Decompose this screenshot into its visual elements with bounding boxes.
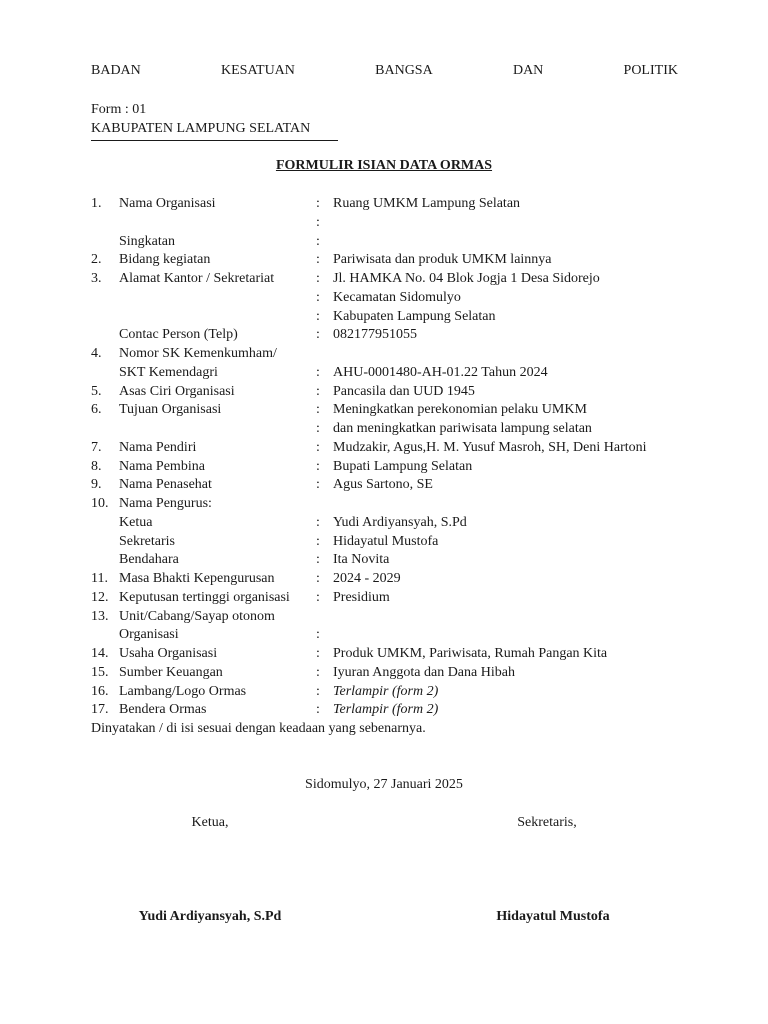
field-colon: :: [316, 552, 320, 568]
place-date: Sidomulyo, 27 Januari 2025: [305, 777, 463, 792]
field-colon: :: [316, 421, 320, 436]
form-field-row: [0, 383, 768, 402]
field-colon: :: [316, 664, 320, 680]
field-colon: :: [316, 308, 320, 324]
field-value: Produk UMKM, Pariwisata, Rumah Pangan Kita: [333, 646, 608, 661]
field-label: Bidang kegiatan: [119, 252, 211, 268]
field-colon: :: [316, 439, 320, 455]
field-value: Ruang UMKM Lampung Selatan: [333, 196, 521, 211]
form-field-row: [0, 495, 768, 514]
form-field-row: [0, 664, 768, 683]
field-value: dan meningkatkan pariwisata lampung selatan: [333, 421, 592, 436]
chair-role: Ketua,: [191, 815, 229, 830]
field-label: Keputusan tertinggi organisasi: [119, 589, 290, 605]
field-number: 13.: [91, 608, 109, 624]
agency-header: [91, 62, 678, 80]
field-colon: :: [316, 271, 320, 286]
field-number: 2.: [91, 252, 102, 268]
field-value: AHU-0001480-AH-01.22 Tahun 2024: [333, 364, 548, 380]
field-value: Iyuran Anggota dan Dana Hibah: [333, 664, 515, 680]
field-label: Lambang/Logo Ormas: [119, 683, 247, 699]
field-label: Nama Pembina: [119, 458, 205, 474]
form-field-row: [0, 589, 768, 608]
field-number: 12.: [91, 589, 109, 605]
field-label: Nama Pendiri: [119, 439, 197, 455]
field-colon: :: [316, 252, 320, 268]
field-label: Unit/Cabang/Sayap otonom: [119, 608, 275, 624]
form-field-row: [0, 326, 768, 345]
form-field-row: [0, 626, 768, 645]
field-label: Organisasi: [119, 627, 179, 643]
field-label: Nomor SK Kemenkumham/: [119, 346, 277, 361]
form-field-row: [0, 551, 768, 570]
field-label: Singkatan: [119, 233, 175, 249]
form-field-row: [0, 345, 768, 364]
field-value: Pariwisata dan produk UMKM lainnya: [333, 252, 552, 268]
field-label: Masa Bhakti Kepengurusan: [119, 571, 275, 586]
field-label: Nama Penasehat: [119, 477, 212, 493]
field-colon: :: [316, 627, 320, 643]
field-colon: :: [316, 383, 320, 399]
header-word-3: BANGSA: [375, 63, 433, 78]
field-colon: :: [316, 477, 320, 493]
field-number: 10.: [91, 496, 109, 511]
field-label: Contac Person (Telp): [119, 327, 238, 343]
region-underline: [91, 140, 338, 141]
field-colon: :: [316, 533, 320, 549]
field-value: Kabupaten Lampung Selatan: [333, 308, 496, 324]
secretary-role: Sekretaris,: [517, 815, 577, 830]
field-colon: :: [316, 571, 320, 586]
form-field-row: [0, 251, 768, 270]
field-colon: :: [316, 458, 320, 474]
form-field-row: [0, 308, 768, 327]
field-number: 6.: [91, 402, 102, 418]
form-field-row: [0, 289, 768, 308]
field-colon: :: [316, 196, 320, 211]
field-value: Hidayatul Mustofa: [333, 533, 439, 549]
chair-name: Yudi Ardiyansyah, S.Pd: [138, 909, 282, 924]
field-colon: :: [316, 233, 320, 249]
form-field-row: [0, 458, 768, 477]
field-number: 5.: [91, 383, 102, 399]
field-colon: :: [316, 402, 320, 418]
field-value: Mudzakir, Agus,H. M. Yusuf Masroh, SH, Deni Hartoni: [333, 439, 647, 455]
field-number: 8.: [91, 458, 102, 474]
field-number: 14.: [91, 646, 109, 661]
form-field-row: [0, 608, 768, 627]
header-word-4: DAN: [512, 63, 544, 78]
header-word-2: KESATUAN: [221, 63, 295, 78]
field-label: SKT Kemendagri: [119, 364, 218, 380]
field-value: Presidium: [333, 589, 390, 605]
field-label: Bendera Ormas: [119, 702, 207, 718]
form-field-row: [0, 401, 768, 420]
field-number: 3.: [91, 271, 102, 286]
field-colon: :: [316, 364, 320, 380]
form-number: Form : 01: [91, 102, 147, 117]
field-value: Kecamatan Sidomulyo: [333, 289, 461, 305]
field-colon: :: [316, 327, 320, 343]
field-label: Ketua: [119, 514, 153, 530]
field-label: Usaha Organisasi: [119, 646, 218, 661]
form-field-row: [0, 570, 768, 589]
field-colon: :: [316, 646, 320, 661]
field-colon: :: [316, 214, 320, 230]
field-label: Tujuan Organisasi: [119, 402, 222, 418]
field-value: 082177951055: [333, 327, 417, 343]
form-field-row: [0, 645, 768, 664]
field-colon: :: [316, 683, 320, 699]
region-name: KABUPATEN LAMPUNG SELATAN: [91, 121, 311, 136]
field-number: 1.: [91, 196, 102, 211]
field-label: Nama Organisasi: [119, 196, 216, 211]
header-word-5: POLITIK: [623, 63, 678, 78]
header-word-1: BADAN: [91, 63, 141, 78]
field-value: Meningkatkan perekonomian pelaku UMKM: [333, 402, 587, 418]
form-field-row: [0, 233, 768, 252]
field-value: 2024 - 2029: [333, 571, 401, 586]
field-value: Bupati Lampung Selatan: [333, 458, 473, 474]
field-label: Alamat Kantor / Sekretariat: [119, 271, 275, 286]
form-field-row: [0, 214, 768, 233]
form-title: FORMULIR ISIAN DATA ORMAS: [275, 158, 493, 173]
field-number: 11.: [91, 571, 108, 586]
statement-text: Dinyatakan / di isi sesuai dengan keadaan yang sebenarnya.: [91, 721, 426, 736]
field-label: Sumber Keuangan: [119, 664, 223, 680]
field-value: Terlampir (form 2): [333, 702, 439, 718]
field-number: 17.: [91, 702, 109, 718]
form-field-row: [0, 476, 768, 495]
field-colon: :: [316, 589, 320, 605]
form-field-row: [0, 195, 768, 214]
secretary-name: Hidayatul Mustofa: [496, 909, 610, 924]
field-number: 4.: [91, 346, 102, 361]
field-colon: :: [316, 514, 320, 530]
field-number: 7.: [91, 439, 102, 455]
field-value: Yudi Ardiyansyah, S.Pd: [333, 514, 467, 530]
field-value: Ita Novita: [333, 552, 390, 568]
field-number: 9.: [91, 477, 102, 493]
field-value: Jl. HAMKA No. 04 Blok Jogja 1 Desa Sidorejo: [333, 271, 600, 286]
field-value: Terlampir (form 2): [333, 683, 439, 699]
field-value: Pancasila dan UUD 1945: [333, 383, 475, 399]
field-value: Agus Sartono, SE: [333, 477, 433, 493]
field-number: 15.: [91, 664, 109, 680]
form-field-row: [0, 420, 768, 439]
form-field-row: [0, 364, 768, 383]
field-label: Asas Ciri Organisasi: [119, 383, 235, 399]
field-label: Sekretaris: [119, 533, 175, 549]
field-colon: :: [316, 702, 320, 718]
form-field-row: [0, 439, 768, 458]
form-field-row: [0, 701, 768, 720]
form-field-row: [0, 683, 768, 702]
field-colon: :: [316, 289, 320, 305]
form-field-row: [0, 514, 768, 533]
form-field-row: [0, 533, 768, 552]
field-label: Bendahara: [119, 552, 179, 568]
field-number: 16.: [91, 683, 109, 699]
field-label: Nama Pengurus:: [119, 496, 212, 511]
form-field-row: [0, 270, 768, 289]
